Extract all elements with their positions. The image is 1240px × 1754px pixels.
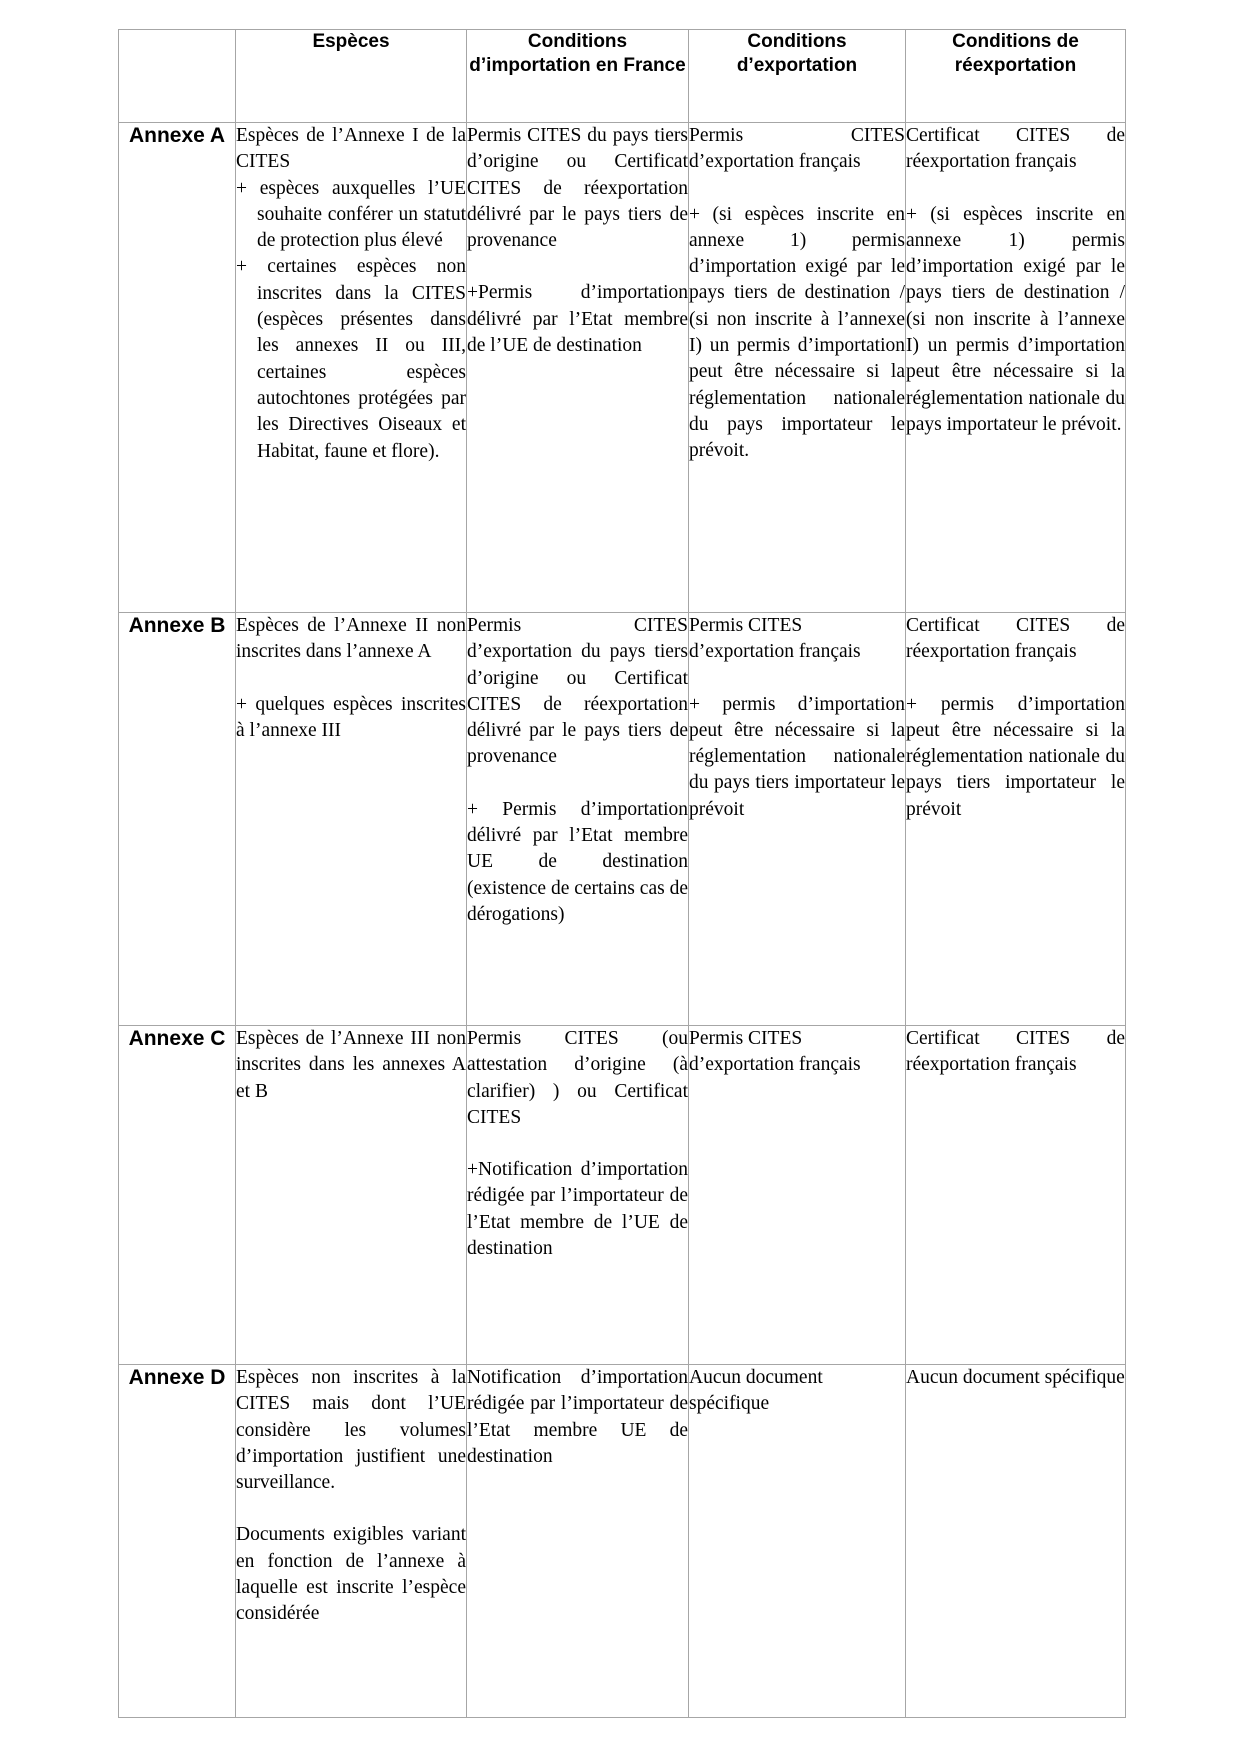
cell-paragraph: + quelques espèces inscrites à l’annexe III: [236, 693, 466, 741]
header-row: [119, 30, 1126, 123]
cell-paragraph: Permis CITES d’exportation français: [689, 1028, 861, 1076]
export-cell: [689, 123, 906, 613]
cell-paragraph: Permis CITES d’exportation français: [689, 615, 861, 663]
cell-paragraph: Permis CITES (ou attestation d’origine (à clarifier) ) ou Certificat CITES: [467, 1028, 688, 1128]
species-cell: [236, 613, 467, 1026]
header-export-conditions: Conditions d’exportation: [689, 30, 906, 123]
annex-label: Annexe B: [119, 613, 236, 1026]
species-cell: [236, 123, 467, 613]
cell-paragraph: + certaines espèces non inscrites dans la CITES (espèces présentes dans les annexes II ou III, certaines espèces autochtones protégées par les Directives Oiseaux et Habitat, faune et flore).: [236, 256, 466, 462]
cell-paragraph: Espèces de l’Annexe III non inscrites dans les annexes A et B: [236, 1028, 466, 1102]
annex-label: Annexe A: [119, 123, 236, 613]
cell-paragraph: Aucun document spécifique: [689, 1367, 823, 1415]
cell-paragraph: Documents exigibles variant en fonction de l’annexe à laquelle est inscrite l’espèce considérée: [236, 1524, 466, 1625]
cell-paragraph: Permis CITES d’exportation français: [689, 125, 905, 173]
import-cell: [467, 613, 689, 1026]
cell-paragraph: Permis CITES du pays tiers d’origine ou Certificat CITES de réexportation délivré par le pays tiers de provenance: [467, 125, 688, 252]
cell-paragraph: + permis d’importation peut être nécessaire si la réglementation nationale du pays tiers importateur le prévoit: [689, 693, 905, 820]
cell-paragraph: Certificat CITES de réexportation français: [906, 125, 1125, 173]
cell-paragraph: + permis d’importation peut être nécessaire si la réglementation nationale du pays tiers importateur le prévoit: [906, 693, 1125, 820]
cell-paragraph: + Permis d’importation délivré par l’Etat membre UE de destination (existence de certains cas de dérogations): [467, 798, 688, 925]
cell-paragraph: +Permis d’importation délivré par l’Etat membre de l’UE de destination: [467, 282, 688, 357]
table-row-annexe-d: [119, 1365, 1126, 1718]
cell-paragraph: + (si espèces inscrite en annexe 1) permis d’importation exigé par le pays tiers de destination / (si non inscrite à l’annexe I) un permis d’importation peut être nécessaire si la réglementation nationale du pays importateur le prévoit.: [689, 203, 905, 462]
cell-paragraph: Espèces de l’Annexe I de la CITES: [236, 125, 466, 173]
species-cell: [236, 1026, 467, 1365]
cell-paragraph: Certificat CITES de réexportation français: [906, 615, 1125, 663]
cell-paragraph: Certificat CITES de réexportation français: [906, 1028, 1125, 1076]
export-cell: [689, 1026, 906, 1365]
table-row-annexe-c: [119, 1026, 1126, 1365]
species-cell: [236, 1365, 467, 1718]
cell-paragraph: + espèces auxquelles l’UE souhaite conférer un statut de protection plus élevé: [236, 177, 466, 252]
cell-paragraph: Aucun document spécifique: [906, 1367, 1125, 1388]
reexport-cell: [906, 613, 1126, 1026]
import-cell: [467, 1026, 689, 1365]
table-row-annexe-b: [119, 613, 1126, 1026]
header-import-conditions: Conditions d’importation en France: [467, 30, 689, 123]
import-cell: [467, 1365, 689, 1718]
table-row-annexe-a: [119, 123, 1126, 613]
reexport-cell: [906, 123, 1126, 613]
export-cell: [689, 613, 906, 1026]
cell-paragraph: Notification d’importation rédigée par l’importateur de l’Etat membre UE de destination: [467, 1367, 688, 1467]
cell-paragraph: Espèces de l’Annexe II non inscrites dans l’annexe A: [236, 615, 466, 663]
reexport-cell: [906, 1026, 1126, 1365]
export-cell: [689, 1365, 906, 1718]
cites-annex-table: [118, 29, 1126, 1718]
cell-paragraph: +Notification d’importation rédigée par l’importateur de l’Etat membre de l’UE de destination: [467, 1159, 688, 1260]
header-reexport-conditions: Conditions de réexportation: [906, 30, 1126, 123]
import-cell: [467, 123, 689, 613]
header-species: Espèces: [236, 30, 467, 123]
reexport-cell: [906, 1365, 1126, 1718]
cell-paragraph: + (si espèces inscrite en annexe 1) permis d’importation exigé par le pays tiers de destination / (si non inscrite à l’annexe I) un permis d’importation peut être nécessaire si la réglementation nationale du pays importateur le prévoit.: [906, 203, 1125, 435]
header-empty-cell: [119, 30, 236, 123]
annex-label: Annexe C: [119, 1026, 236, 1365]
cell-paragraph: Permis CITES d’exportation du pays tiers d’origine ou Certificat CITES de réexportation délivré par le pays tiers de provenance: [467, 615, 688, 768]
annex-label: Annexe D: [119, 1365, 236, 1718]
cell-paragraph: Espèces non inscrites à la CITES mais dont l’UE considère les volumes d’importation justifient une surveillance.: [236, 1367, 466, 1494]
